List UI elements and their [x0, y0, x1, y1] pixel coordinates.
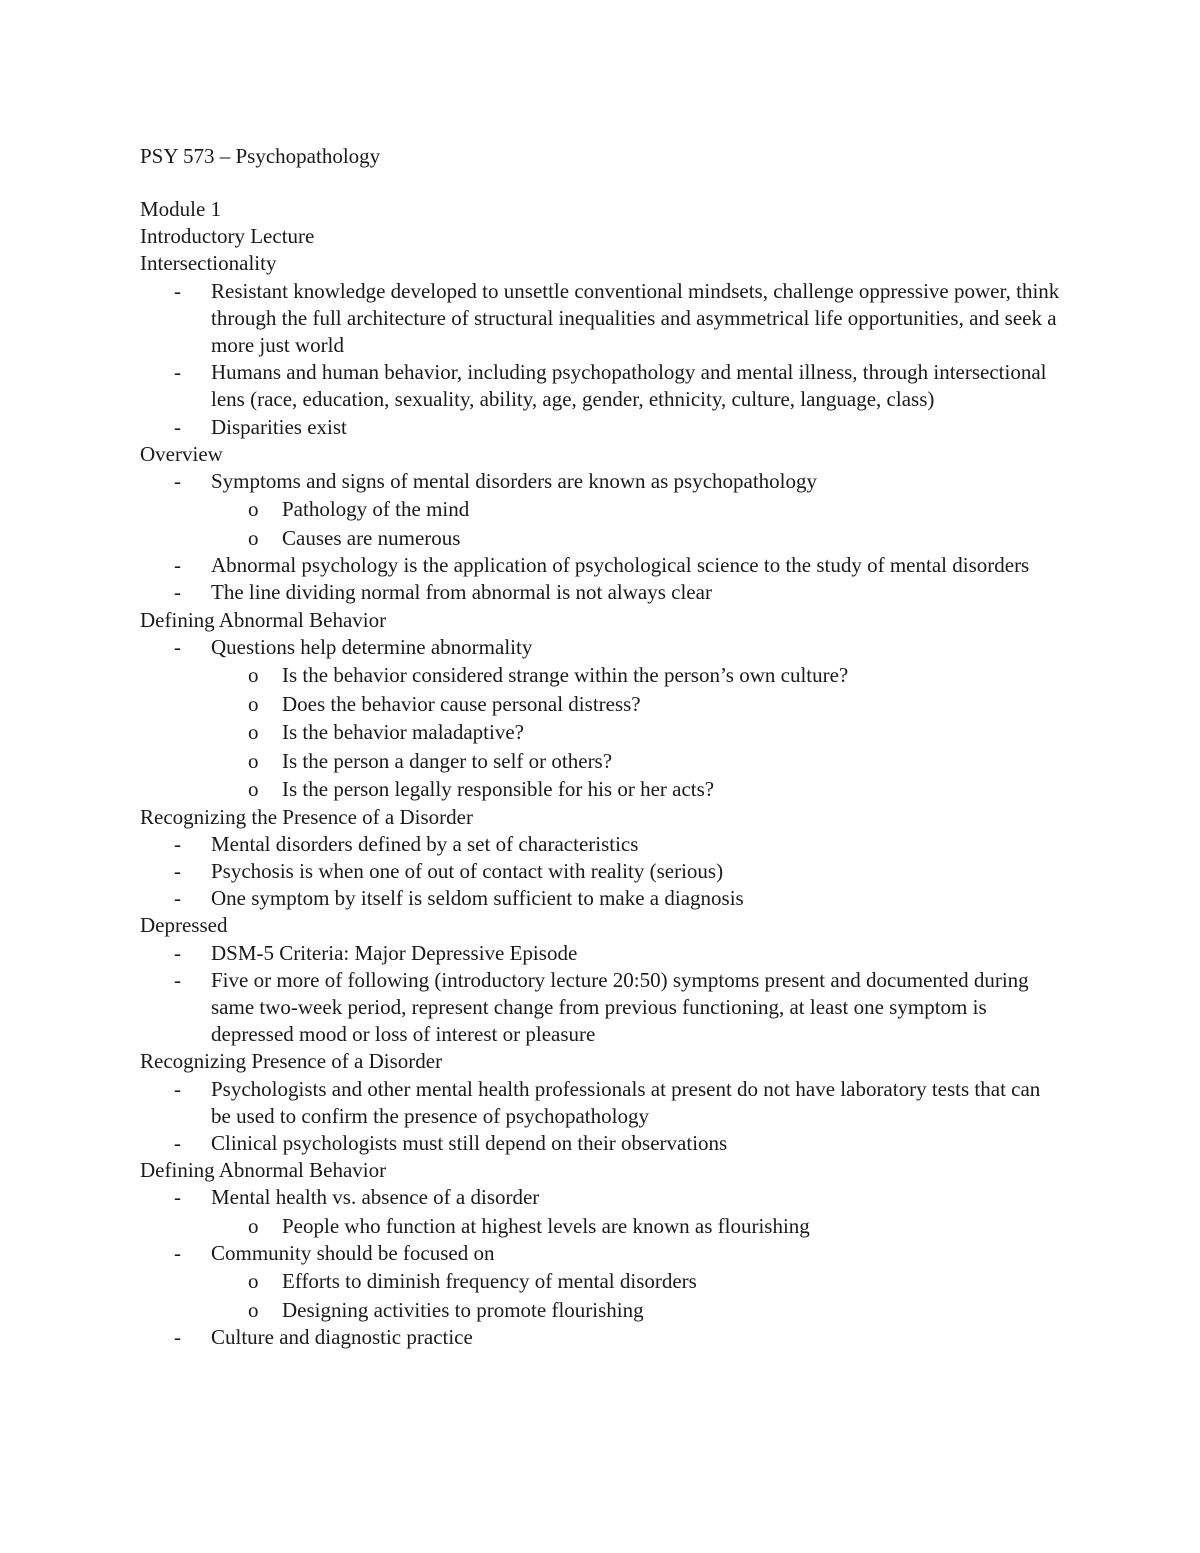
dash-bullet: -	[174, 886, 181, 911]
circle-bullet: o	[248, 525, 259, 550]
dash-bullet: -	[174, 469, 181, 494]
dash-bullet: -	[174, 634, 181, 659]
document-title: PSY 573 – Psychopathology	[140, 144, 381, 168]
list-item	[140, 468, 1060, 495]
section-heading: Recognizing Presence of a Disorder	[140, 1049, 443, 1074]
list-item-text: Community should be focused on	[211, 1241, 495, 1266]
section-heading: Module 1	[140, 197, 222, 221]
circle-bullet: o	[248, 497, 259, 522]
circle-bullet: o	[248, 720, 259, 745]
circle-bullet: o	[248, 663, 259, 688]
dash-bullet: -	[174, 831, 181, 856]
list-item-text: Questions help determine abnormality	[211, 634, 533, 659]
list-item	[140, 885, 1060, 912]
section-heading: Overview	[140, 441, 223, 466]
list-item	[140, 634, 1060, 661]
list-item-text: Disparities exist	[211, 414, 347, 439]
list-item-text: Resistant knowledge developed to unsettle conventional mindsets, challenge oppressive power, think through the full architecture of structural inequalities and asymmetrical life opportunities, and seek a more just world	[211, 278, 1060, 358]
list-item	[140, 414, 1060, 441]
list-item	[140, 359, 1060, 413]
sub-list-item	[140, 1296, 1060, 1325]
dash-bullet: -	[174, 278, 181, 303]
list-item	[140, 278, 1060, 360]
dash-bullet: -	[174, 940, 181, 965]
list-item	[140, 831, 1060, 858]
section-heading: Introductory Lecture	[140, 224, 315, 249]
circle-bullet: o	[248, 777, 259, 802]
list-item-text: Humans and human behavior, including psychopathology and mental illness, through intersectional lens (race, education, sexuality, ability, age, gender, ethnicity, culture, language, class)	[211, 360, 1047, 412]
section-heading: Defining Abnormal Behavior	[140, 1158, 387, 1183]
sub-list-item	[140, 775, 1060, 804]
circle-bullet: o	[248, 1297, 259, 1322]
sub-list-item	[140, 747, 1060, 776]
sub-list-item	[140, 661, 1060, 690]
list-item	[140, 579, 1060, 606]
sub-list-item	[140, 524, 1060, 553]
circle-bullet: o	[248, 748, 259, 773]
list-item-text: Pathology of the mind	[282, 497, 470, 522]
circle-bullet: o	[248, 1213, 259, 1238]
dash-bullet: -	[174, 1185, 181, 1210]
dash-bullet: -	[174, 1076, 181, 1101]
list-item-text: People who function at highest levels are known as flourishing	[282, 1213, 810, 1238]
document-body	[140, 196, 1060, 1352]
list-item-text: Symptoms and signs of mental disorders are known as psychopathology	[211, 469, 818, 494]
dash-bullet: -	[174, 1325, 181, 1350]
sub-list-item	[140, 718, 1060, 747]
list-item-text: Designing activities to promote flourishing	[282, 1297, 644, 1322]
dash-bullet: -	[174, 858, 181, 883]
dash-bullet: -	[174, 967, 181, 992]
list-item	[140, 940, 1060, 967]
section-heading: Intersectionality	[140, 251, 277, 276]
list-item	[140, 1076, 1060, 1130]
list-item	[140, 1184, 1060, 1211]
list-item	[140, 1240, 1060, 1267]
list-item-text: Culture and diagnostic practice	[211, 1325, 473, 1350]
list-item-text: DSM-5 Criteria: Major Depressive Episode	[211, 940, 578, 965]
list-item-text: Abnormal psychology is the application of psychological science to the study of mental disorders	[211, 553, 1030, 578]
sub-list-item	[140, 1212, 1060, 1241]
list-item	[140, 967, 1060, 1049]
dash-bullet: -	[174, 580, 181, 605]
list-item-text: Psychosis is when one of out of contact with reality (serious)	[211, 858, 724, 883]
sub-list-item	[140, 495, 1060, 524]
sub-list-item	[140, 690, 1060, 719]
list-item-text: Psychologists and other mental health professionals at present do not have laboratory tests that can be used to confirm the presence of psychopathology	[211, 1076, 1041, 1128]
list-item	[140, 1324, 1060, 1351]
list-item	[140, 1130, 1060, 1157]
section-heading: Depressed	[140, 913, 228, 938]
list-item-text: One symptom by itself is seldom sufficient to make a diagnosis	[211, 886, 744, 911]
circle-bullet: o	[248, 691, 259, 716]
list-item-text: Is the behavior considered strange within the person’s own culture?	[282, 663, 849, 688]
list-item-text: Clinical psychologists must still depend on their observations	[211, 1130, 728, 1155]
list-item-text: Does the behavior cause personal distress?	[282, 691, 641, 716]
list-item-text: Efforts to diminish frequency of mental disorders	[282, 1269, 697, 1294]
section-heading: Defining Abnormal Behavior	[140, 607, 387, 632]
sub-list-item	[140, 1267, 1060, 1296]
list-item-text: Causes are numerous	[282, 525, 461, 550]
dash-bullet: -	[174, 1241, 181, 1266]
list-item-text: Mental health vs. absence of a disorder	[211, 1185, 540, 1210]
dash-bullet: -	[174, 553, 181, 578]
list-item	[140, 858, 1060, 885]
list-item-text: Is the behavior maladaptive?	[282, 720, 524, 745]
dash-bullet: -	[174, 414, 181, 439]
dash-bullet: -	[174, 360, 181, 385]
list-item-text: Is the person a danger to self or others?	[282, 748, 613, 773]
list-item-text: Five or more of following (introductory lecture 20:50) symptoms present and documented during same two-week period, represent change from previous functioning, at least one symptom is depressed mood or loss of interest or pleasure	[211, 967, 1029, 1047]
list-item-text: The line dividing normal from abnormal is not always clear	[211, 580, 712, 605]
section-heading: Recognizing the Presence of a Disorder	[140, 804, 473, 829]
circle-bullet: o	[248, 1269, 259, 1294]
list-item	[140, 552, 1060, 579]
list-item-text: Is the person legally responsible for his or her acts?	[282, 777, 715, 802]
list-item-text: Mental disorders defined by a set of characteristics	[211, 831, 639, 856]
dash-bullet: -	[174, 1130, 181, 1155]
